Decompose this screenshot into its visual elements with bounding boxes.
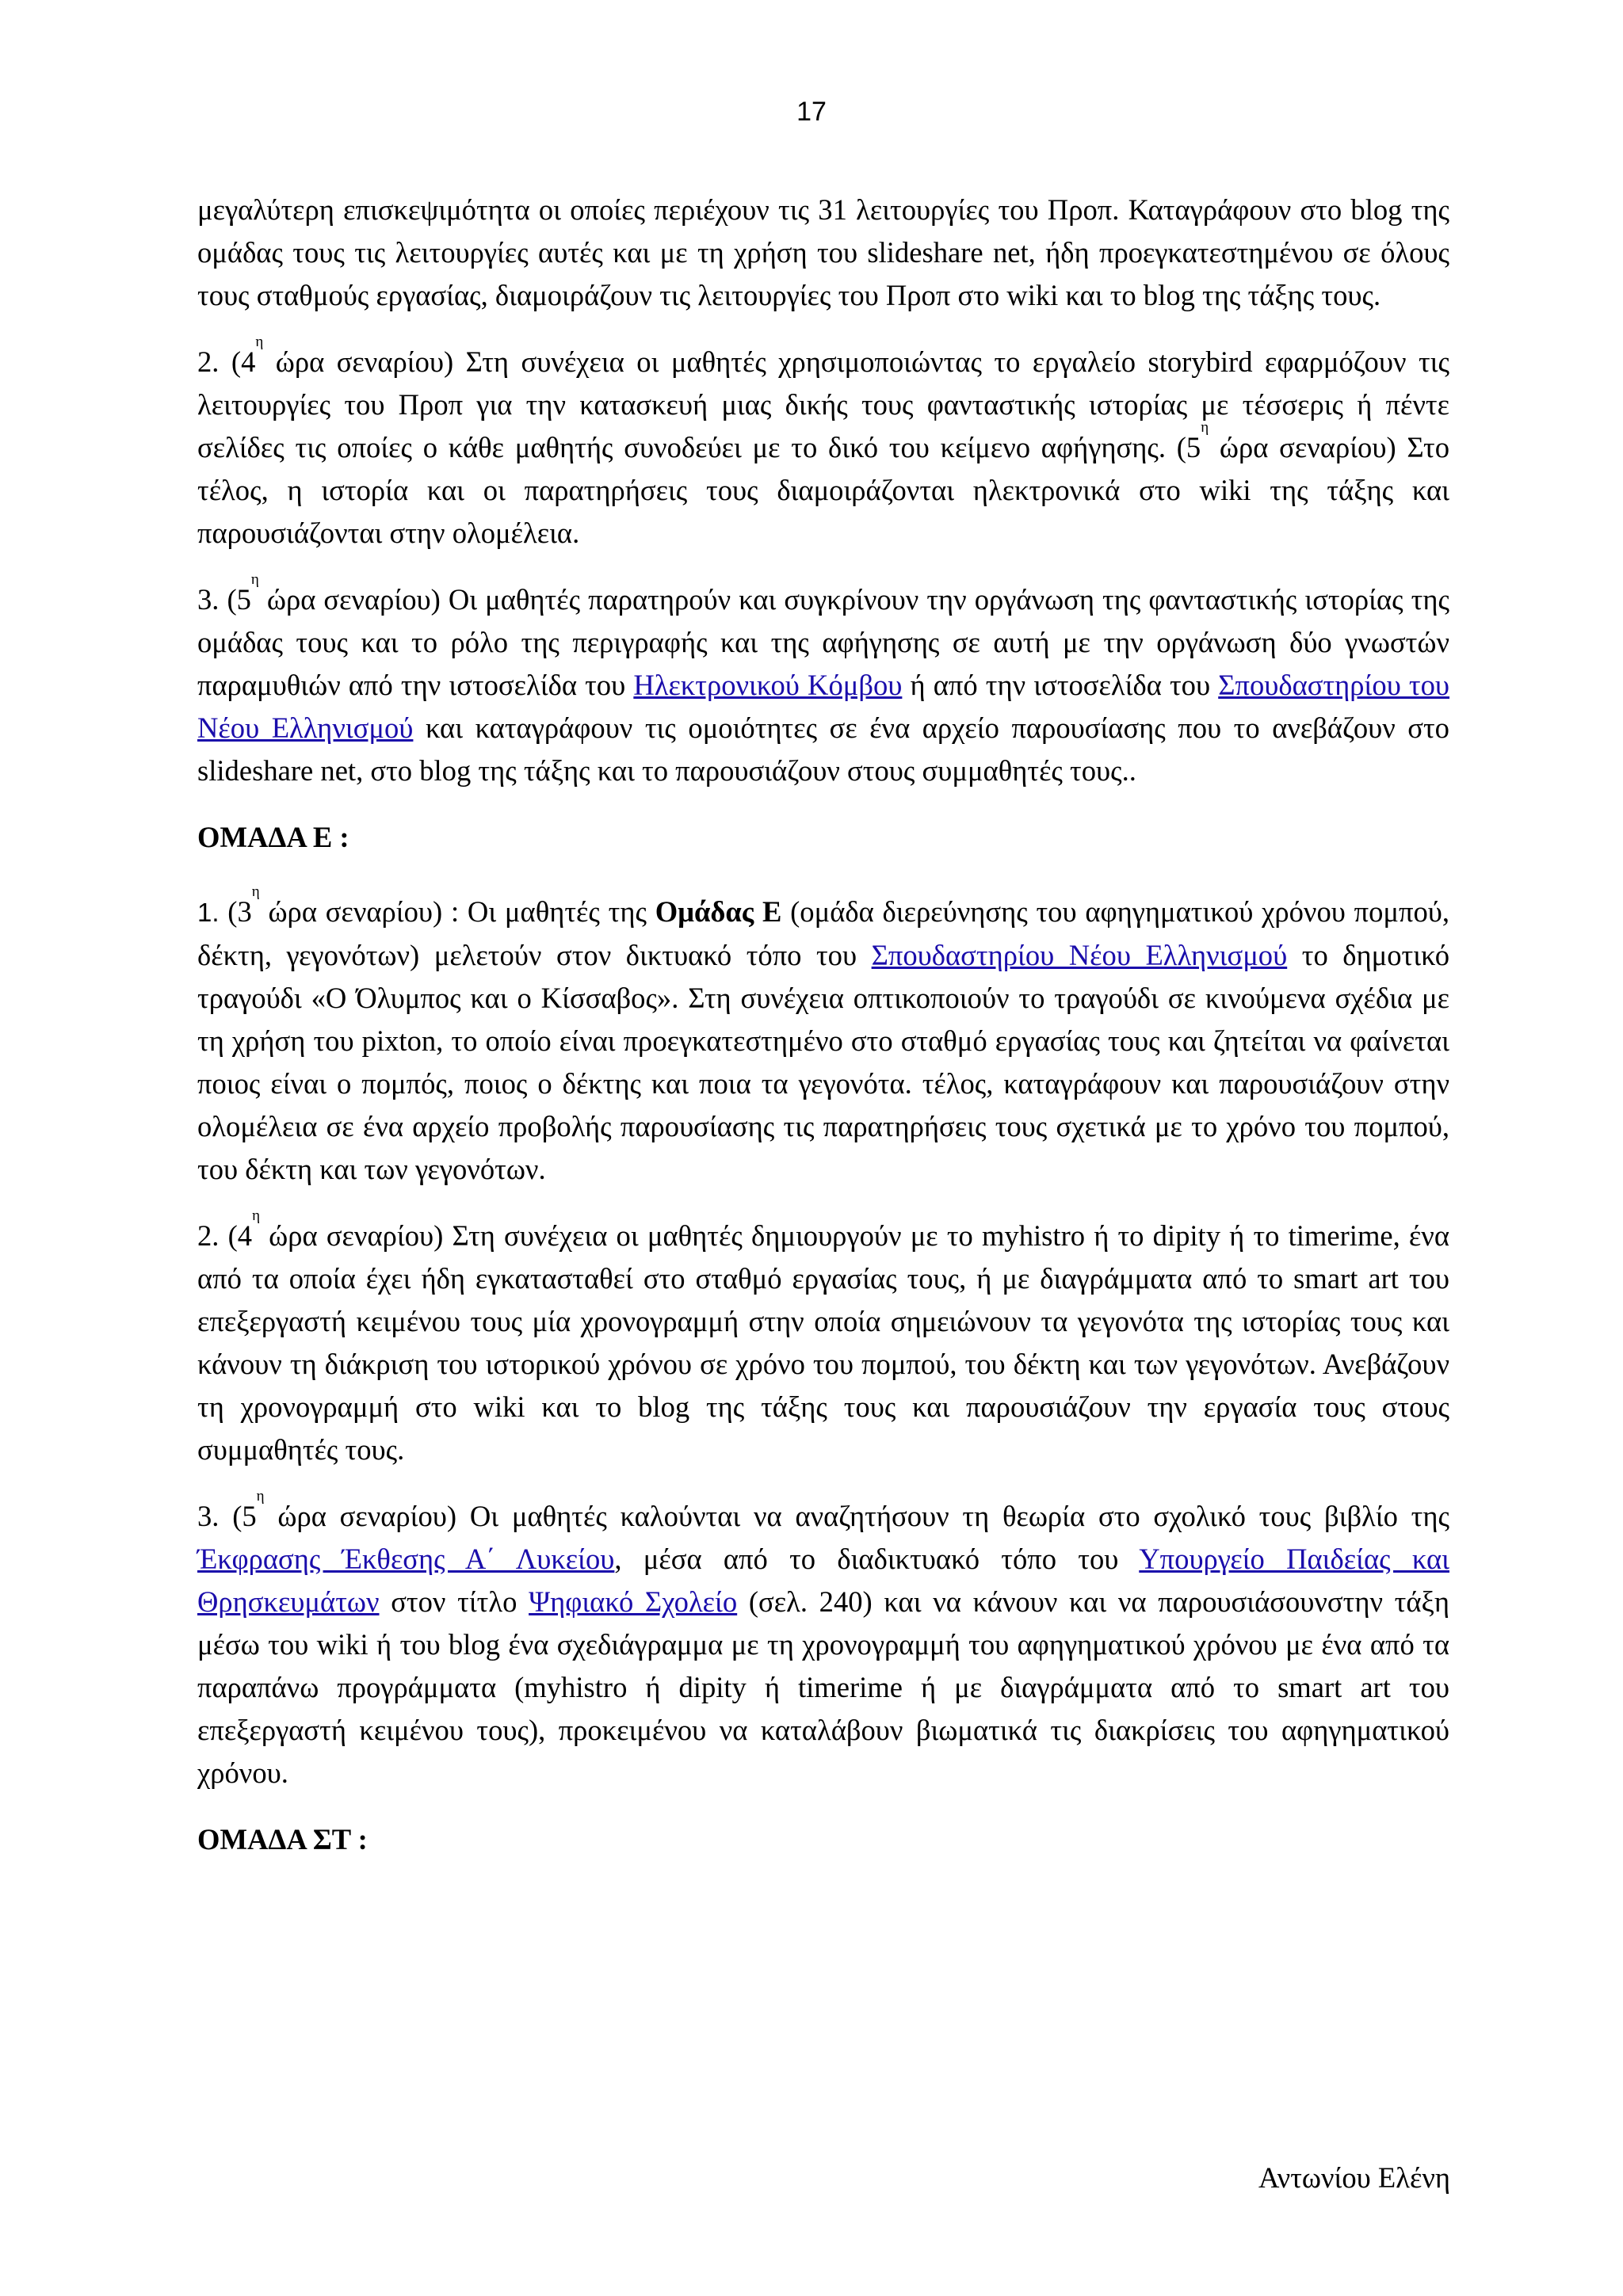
superscript: η — [252, 1207, 261, 1224]
text-segment: ώρα σεναρίου) Οι μαθητές παρατηρούν και συγκρίνουν την οργάνωση της φανταστικής ιστορίας της ομάδας τους και το ρόλο της περιγραφής και της αφήγησης σε αυτή με την οργάνωση δύο γνωστών παραμυθιών από την ιστοσελίδα του — [197, 583, 1449, 701]
list-number: 1. — [197, 898, 220, 927]
link-study-center-neo-hellenism[interactable]: Σπουδαστηρίου Νέου Ελληνισμού — [871, 939, 1288, 971]
superscript: η — [251, 883, 260, 900]
paragraph-group-e-item-2 — [197, 1207, 1449, 1471]
text-segment: 2. (4 — [197, 345, 256, 378]
text-segment: ώρα σεναρίου) Στη συνέχεια οι μαθητές χρησιμοποιώντας το εργαλείο storybird εφαρμόζουν τις λειτουργίες του Προπ για την κατασκευή μιας δικής τους φανταστικής ιστορίας με τέσσερις ή πέντε σελίδες τις οποίες ο κάθε μαθητής συνοδεύει με το δικό του κείμενο αφήγησης. (5 — [197, 345, 1449, 463]
superscript: η — [255, 334, 264, 350]
superscript: η — [1201, 419, 1209, 436]
text-segment: ώρα σεναρίου) Οι μαθητές καλούνται να αναζητήσουν τη θεωρία στο σχολικό τους βιβλίο της — [264, 1500, 1449, 1532]
page-number: 17 — [796, 97, 827, 127]
bold-group-name: Ομάδας Ε — [655, 895, 782, 928]
text-segment: (3 — [219, 895, 252, 928]
text-segment: 2. (4 — [197, 1219, 253, 1252]
text-segment: ώρα σεναρίου) : Οι μαθητές της — [259, 895, 655, 928]
text-segment: (σελ. 240) και να κάνουν και να παρουσιάσουνστην τάξη μέσω του wiki ή του blog ένα σχεδιάγραμμα με τη χρονογραμμή του αφηγηματικού χρόνου με ένα από τα παραπάνω προγράμματα (myhistro ή dipity ή timerime ή με διαγράμματα από το smart art του επεξεργαστή κειμένου τους), προκειμένου να καταλάβουν βιωματικά τις διακρίσεις του αφηγηματικού χρόνου. — [197, 1585, 1449, 1789]
heading-group-e: ΟΜΑΔΑ Ε : — [197, 821, 349, 853]
link-ministry-of-education[interactable]: Υπουργείο Παιδείας και Θρησκευμάτων — [197, 1543, 1449, 1618]
text-segment: ώρα σεναρίου) Στη συνέχεια οι μαθητές δημιουργούν με το myhistro ή το dipity ή το timerime, ένα από τα οποία έχει ήδη εγκατασταθεί στο σταθμό εργασίας τους, ή με διαγράμματα από το smart art του επεξεργαστή κειμένου τους μία χρονογραμμή στην οποία σημειώνουν τα γεγονότα της ιστορίας τους και κάνουν τη διάκριση του ιστορικού χρόνου σε χρόνο του πομπού, του δέκτη και των γεγονότων. Ανεβάζουν τη χρονογραμμή στο wiki και το blog της τάξης τους και παρουσιάζουν την εργασία τους στους συμμαθητές τους. — [197, 1219, 1449, 1466]
page-body — [197, 189, 1449, 1893]
link-digital-school[interactable]: Ψηφιακό Σχολείο — [529, 1585, 738, 1618]
text-segment: ή από την ιστοσελίδα του — [902, 669, 1219, 701]
text-segment: το δημοτικό τραγούδι «Ο Όλυμπος και ο Κίσσαβος». Στη συνέχεια οπτικοποιούν το τραγούδι σε κινούμενα σχέδια με τη χρήση του pixton, το οποίο είναι προεγκατεστημένο στο σταθμό εργασίας τους και ζητείται να φαίνεται ποιος είναι ο πομπός, ποιος ο δέκτης και ποια τα γεγονότα. τέλος, καταγράφουν και παρουσιάζουν στην ολομέλεια σε ένα αρχείο προβολής παρουσίασης τις παρατηρήσεις τους σχετικά με το χρόνο του πομπού, του δέκτη και των γεγονότων. — [197, 939, 1449, 1185]
heading-group-st: ΟΜΑΔΑ ΣΤ : — [197, 1823, 368, 1855]
paragraph-item-3 — [197, 571, 1450, 792]
paragraph-group-e-item-3 — [197, 1488, 1449, 1794]
text-segment: ώρα σεναρίου) Στο τέλος, η ιστορία και οι παρατηρήσεις τους διαμοιράζονται ηλεκτρονικά στο wiki της τάξης και παρουσιάζονται στην ολομέλεια. — [197, 431, 1449, 549]
superscript: η — [256, 1488, 265, 1505]
text-segment: στον τίτλο — [379, 1585, 529, 1618]
footer-author: Αντωνίου Ελένη — [1258, 2161, 1450, 2194]
text-segment: και καταγράφουν τις ομοιότητες σε ένα αρχείο παρουσίασης που το ανεβάζουν στο slideshare net, στο blog της τάξης και το παρουσιάζουν στους συμμαθητές τους.. — [197, 711, 1449, 787]
text-segment: , μέσα από το διαδικτυακό τόπο του — [614, 1543, 1140, 1575]
link-expression-essay-textbook[interactable]: Έκφρασης Έκθεσης Α΄ Λυκείου — [197, 1543, 615, 1575]
paragraph-group-e-item-1 — [197, 883, 1449, 1191]
link-study-center-modern-hellenism[interactable]: Σπουδαστηρίου του Νέου Ελληνισμού — [197, 669, 1450, 744]
link-electronic-node[interactable]: Ηλεκτρονικού Κόμβου — [633, 669, 903, 701]
superscript: η — [250, 571, 259, 588]
paragraph-intro: μεγαλύτερη επισκεψιμότητα οι οποίες περιέχουν τις 31 λειτουργίες του Προπ. Καταγράφουν στο blog της ομάδας τους τις λειτουργίες αυτές και με τη χρήση του slideshare net, ήδη προεγκατεστημένου σε όλους τους σταθμούς εργασίας, διαμοιράζουν τις λειτουργίες του Προπ στο wiki και το blog της τάξης τους. — [197, 193, 1449, 311]
text-segment: (ομάδα διερεύνησης του αφηγηματικού χρόνου πομπού, δέκτη, γεγονότων) μελετούν στον δικτυακό τόπο του — [197, 895, 1449, 971]
text-segment: 3. (5 — [197, 1500, 257, 1532]
paragraph-item-2 — [197, 334, 1449, 555]
text-segment: 3. (5 — [197, 583, 251, 616]
